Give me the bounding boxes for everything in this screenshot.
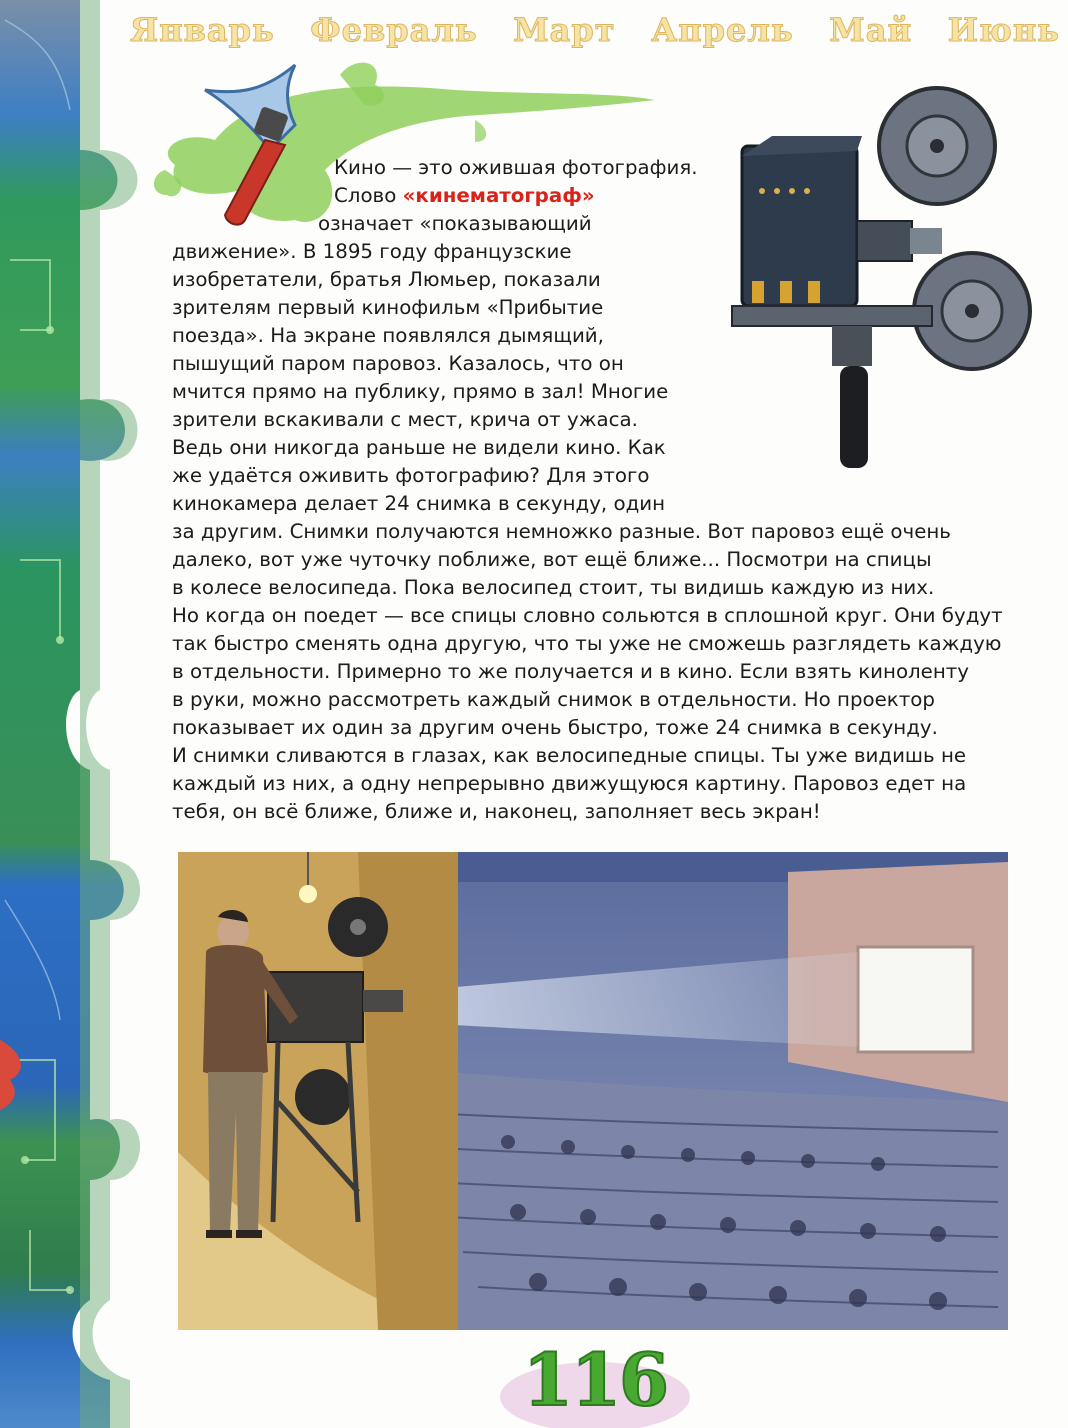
intro-line-10: зрители вскакивали с мест, крича от ужаса. — [172, 408, 638, 431]
intro-line-2-text: Слово — [334, 184, 397, 207]
body-line-11: тебя, он всё ближе, ближе и, наконец, заполняет весь экран! — [172, 800, 821, 823]
month-january: Январь — [130, 11, 275, 49]
body-line-1: за другим. Снимки получаются немножко разные. Вот паровоз ещё очень — [172, 520, 951, 543]
intro-line-3: означает «показывающий — [318, 212, 592, 235]
month-header — [130, 6, 1060, 54]
body-line-8: показывает их один за другим очень быстро, тоже 24 снимка в секунду. — [172, 716, 938, 739]
body-line-6: в отдельности. Примерно то же получается и в кино. Если взять киноленту — [172, 660, 970, 683]
body-line-5: так быстро сменять одна другую, что ты уже не сможешь разглядеть каждую — [172, 632, 1002, 655]
intro-line-12: же удаётся оживить фотографию? Для этого — [172, 464, 650, 487]
film-projector-icon — [722, 86, 1042, 476]
month-march: Март — [513, 11, 616, 49]
intro-line-11: Ведь они никогда раньше не видели кино. Как — [172, 436, 666, 459]
body-line-2: далеко, вот уже чуточку поближе, вот ещё ближе... Посмотри на спицы — [172, 548, 932, 571]
body-line-4: Но когда он поедет — все спицы словно сольются в сплошной круг. Они будут — [172, 604, 1003, 627]
month-june: Июнь — [947, 11, 1060, 49]
intro-line-4: движение». В 1895 году французские — [172, 240, 572, 263]
intro-line-6: зрителям первый кинофильм «Прибытие — [172, 296, 604, 319]
puzzle-strip-decoration — [0, 0, 150, 1428]
intro-line-13: кинокамера делает 24 снимка в секунду, один — [172, 492, 666, 515]
intro-line-8: пышущий паром паровоз. Казалось, что он — [172, 352, 624, 375]
intro-line-9: мчится прямо на публику, прямо в зал! Многие — [172, 380, 669, 403]
intro-line-2 — [334, 182, 595, 210]
month-may: Май — [829, 11, 913, 49]
intro-line-1: Кино — это ожившая фотография. — [334, 156, 698, 179]
month-february: Февраль — [310, 11, 478, 49]
highlight-term: «кинематограф» — [402, 184, 595, 207]
intro-line-5: изобретатели, братья Люмьер, показали — [172, 268, 601, 291]
body-line-3: в колесе велосипеда. Пока велосипед стоит, ты видишь каждую из них. — [172, 576, 935, 599]
page-number: 116 — [522, 1337, 668, 1422]
body-line-10: каждый из них, а одну непрерывно движущуюся картину. Паровоз едет на — [172, 772, 967, 795]
body-line-7: в руки, можно рассмотреть каждый снимок в отдельности. Но проектор — [172, 688, 935, 711]
cinema-hall-illustration — [178, 852, 1008, 1330]
intro-line-7: поезда». На экране появлялся дымящий, — [172, 324, 604, 347]
body-line-9: И снимки сливаются в глазах, как велосипедные спицы. Ты уже видишь не — [172, 744, 967, 767]
month-april: Апрель — [651, 11, 794, 49]
